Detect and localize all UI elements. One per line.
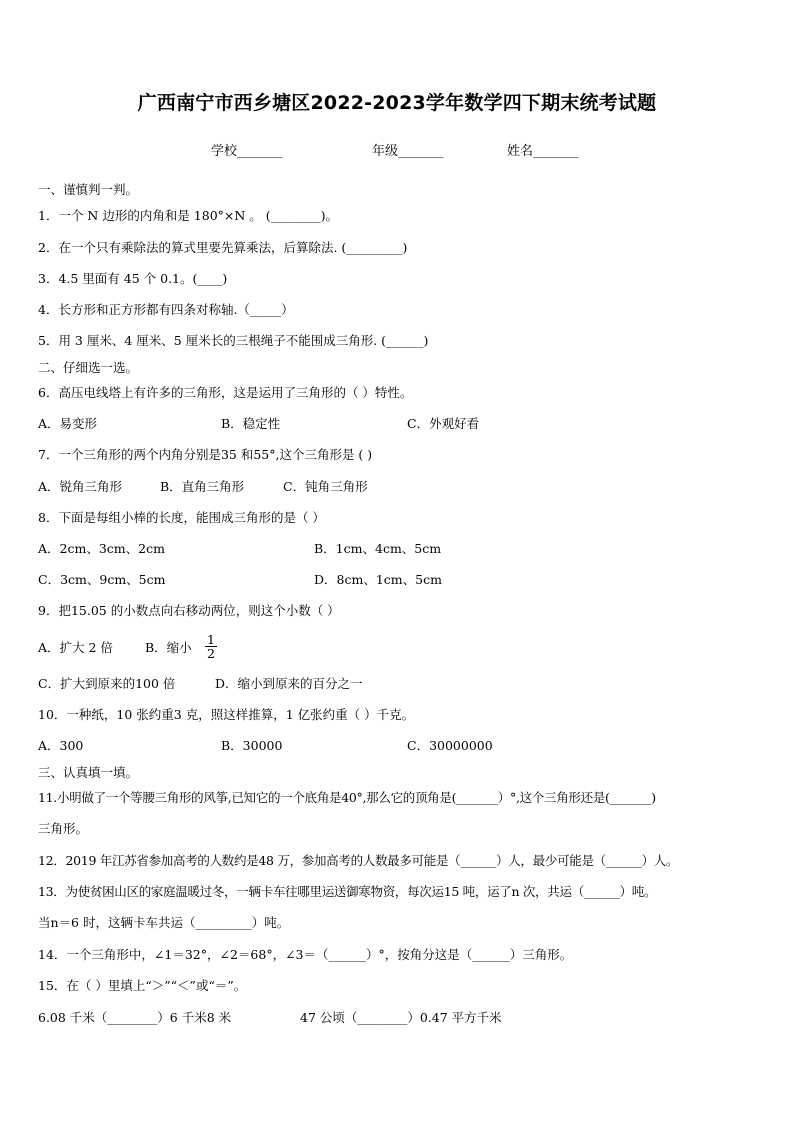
q9-option-c: C．扩大到原来的100 倍 (38, 676, 176, 691)
q10-option-a: A．300 (38, 738, 84, 753)
section-heading-3: 三、认真填一填。 (38, 765, 139, 780)
grade-field: 年级_______ (372, 144, 444, 159)
q6-option-c: C．外观好看 (407, 416, 480, 431)
q8-option-c: C．3cm、9cm、5cm (38, 572, 166, 587)
q9-option-a: A．扩大 2 倍 (38, 640, 113, 655)
q7-option-c: C．钝角三角形 (283, 479, 368, 494)
question-12: 12．2019 年江苏省参加高考的人数约是48 万，参加高考的人数最多可能是（______）人，最少可能是（______）人。 (38, 853, 679, 868)
question-3: 3．4.5 里面有 45 个 0.1。(____) (38, 271, 228, 286)
question-13-line-2: 当n＝6 时，这辆卡车共运（_________）吨。 (38, 915, 290, 930)
q6-option-b: B．稳定性 (221, 416, 281, 431)
q15-item-1: 6.08 千米（________）6 千米8 米 (38, 1010, 232, 1025)
q9-option-b: B．缩小 (145, 640, 192, 655)
question-11-line-2: 三角形。 (38, 821, 89, 836)
q9-fraction (205, 633, 217, 660)
q7-option-a: A．锐角三角形 (38, 479, 123, 494)
question-10: 10．一种纸，10 张约重3 克，照这样推算，1 亿张约重（ ）千克。 (38, 707, 415, 722)
question-4: 4．长方形和正方形都有四条对称轴.（_____） (38, 302, 294, 317)
q8-option-b: B．1cm、4cm、5cm (314, 541, 442, 556)
q10-option-c: C．30000000 (407, 738, 493, 753)
q9-option-d: D．缩小到原来的百分之一 (215, 676, 363, 691)
q10-option-b: B．30000 (221, 738, 283, 753)
question-9: 9．把15.05 的小数点向右移动两位，则这个小数（ ） (38, 603, 340, 618)
question-14: 14．一个三角形中，∠1＝32°，∠2＝68°，∠3＝（______）°，按角分这是（______）三角形。 (38, 947, 573, 962)
question-2: 2．在一个只有乘除法的算式里要先算乘法，后算除法. (_________) (38, 240, 408, 255)
question-8: 8．下面是每组小棒的长度，能围成三角形的是（ ） (38, 510, 325, 525)
q8-option-d: D．8cm、1cm、5cm (314, 572, 442, 587)
q9-fraction-denominator: 2 (207, 646, 215, 661)
question-15: 15．在（ ）里填上“＞”“＜”或“＝”。 (38, 978, 247, 993)
question-11-line-1: 11.小明做了一个等腰三角形的风筝,已知它的一个底角是40°,那么它的顶角是(_______）°,这个三角形还是(_______) (38, 790, 656, 805)
section-heading-1: 一、谨慎判一判。 (38, 182, 139, 197)
question-7: 7．一个三角形的两个内角分别是35 和55°,这个三角形是 ( ) (38, 447, 373, 462)
school-field: 学校_______ (211, 144, 283, 159)
question-6: 6．高压电线塔上有许多的三角形，这是运用了三角形的（ ）特性。 (38, 385, 413, 400)
name-field: 姓名_______ (507, 144, 579, 159)
question-5: 5．用 3 厘米、4 厘米、5 厘米长的三根绳子不能围成三角形. (______) (38, 333, 429, 348)
section-heading-2: 二、仔细选一选。 (38, 360, 139, 375)
question-1: 1．一个 N 边形的内角和是 180°×N 。 (________)。 (38, 208, 339, 223)
q6-option-a: A．易变形 (38, 416, 98, 431)
q9-fraction-numerator: 1 (205, 633, 217, 647)
page-title: 广西南宁市西乡塘区2022-2023学年数学四下期末统考试题 (137, 92, 657, 114)
question-13-line-1: 13．为使贫困山区的家庭温暖过冬，一辆卡车往哪里运送御寒物资，每次运15 吨，运了n 次，共运（______）吨。 (38, 884, 657, 899)
q8-option-a: A．2cm、3cm、2cm (38, 541, 165, 556)
q15-item-2: 47 公顷（________）0.47 平方千米 (300, 1010, 502, 1025)
q7-option-b: B．直角三角形 (160, 479, 245, 494)
